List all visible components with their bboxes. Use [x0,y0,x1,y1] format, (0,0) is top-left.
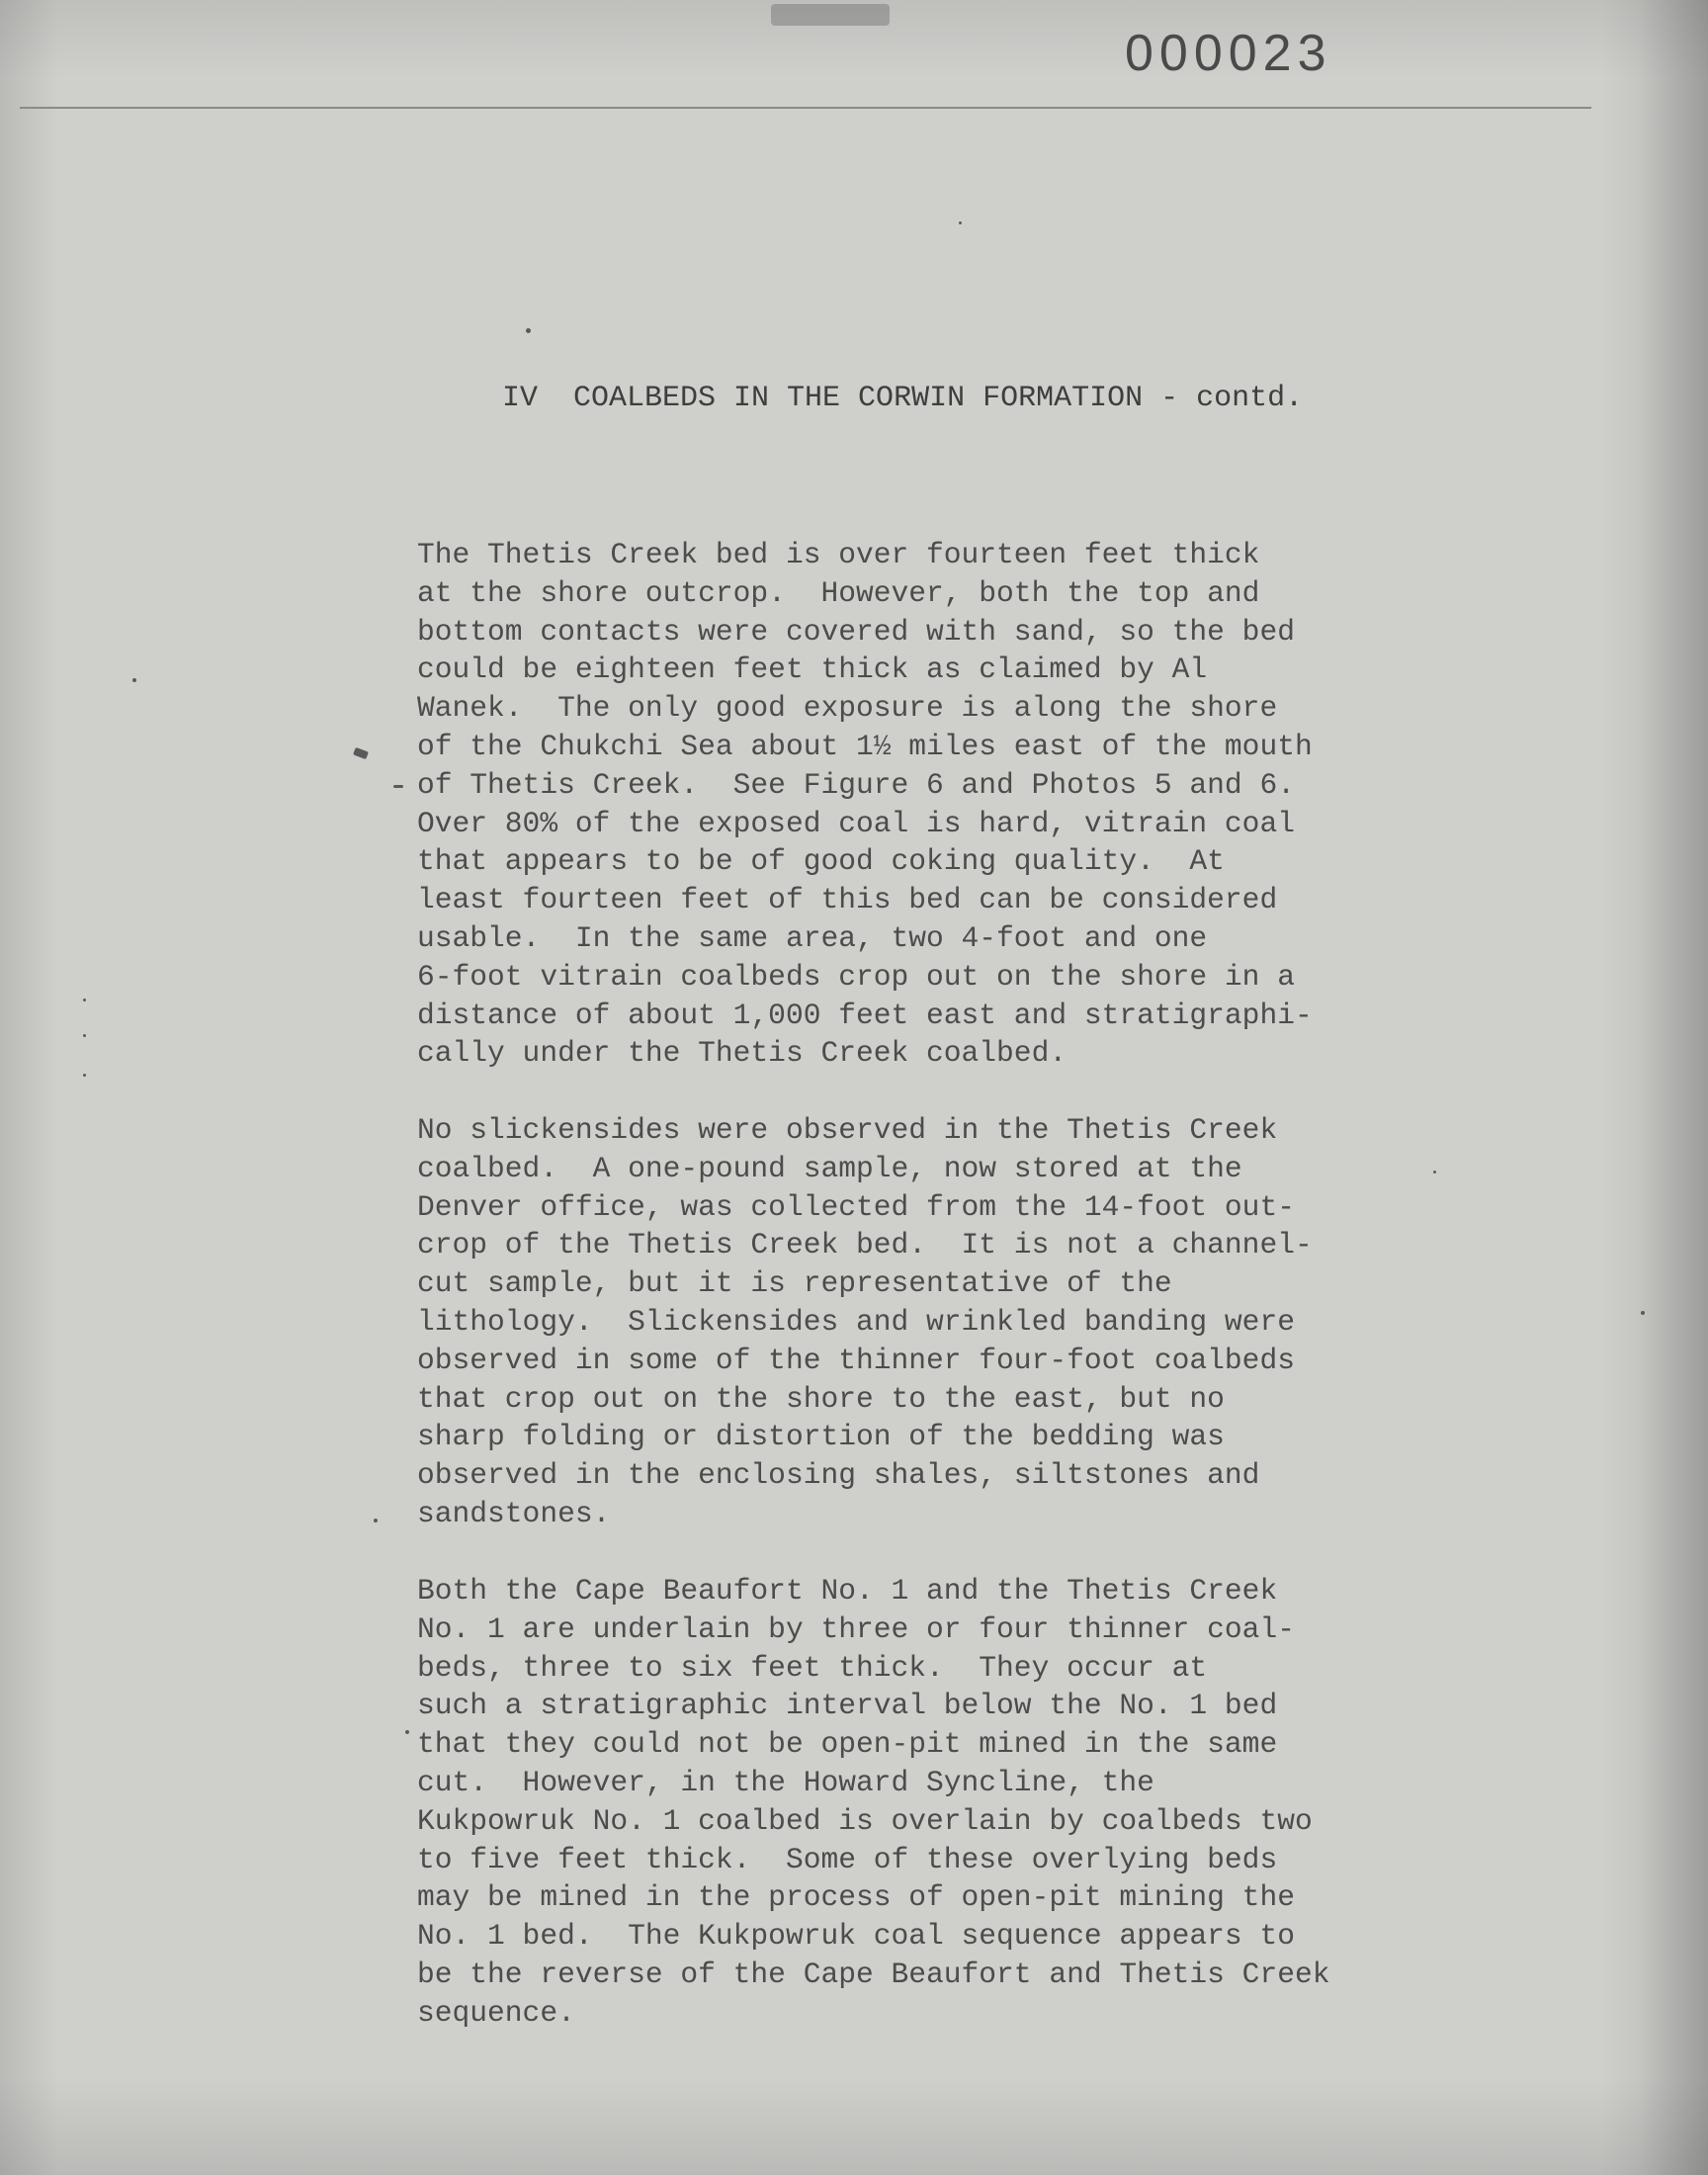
paragraph-line: of the Chukchi Sea about 1½ miles east of the mouth [417,729,1313,763]
scan-speck [374,1519,378,1522]
paragraph-1 [417,536,1455,1073]
paragraph-line: lithology. Slickensides and wrinkled banding were [417,1304,1295,1339]
paragraph-line: sharp folding or distortion of the bedding was [417,1420,1225,1454]
paragraph-3 [417,1572,1455,2033]
paragraph-line: beds, three to six feet thick. They occur at [417,1650,1208,1685]
scan-speck [526,328,531,333]
paragraph-line: cally under the Thetis Creek coalbed. [417,1036,1068,1071]
paragraph-line: cut sample, but it is representative of the [417,1266,1172,1301]
scan-speck [132,678,136,682]
paragraph-line: distance of about 1,000 feet east and stratigraphi- [417,998,1313,1032]
scan-speck [959,221,962,224]
paragraph-line: The Thetis Creek bed is over fourteen feet thick [417,538,1260,571]
paragraph-line: Wanek. The only good exposure is along the shore [417,691,1278,726]
paragraph-2 [417,1111,1455,1533]
paragraph-line: observed in some of the thinner four-foot coalbeds [417,1343,1295,1377]
paragraph-line: that crop out on the shore to the east, but no [417,1381,1225,1416]
paragraph-line: sandstones. [417,1496,611,1530]
scan-speck [83,999,86,1001]
paragraph-line: observed in the enclosing shales, siltstones and [417,1458,1260,1493]
paragraph-line: 6-foot vitrain coalbeds crop out on the shore in a [417,959,1295,994]
scan-speck [1641,1311,1645,1315]
scan-speck [405,1730,409,1734]
top-smudge [771,4,890,26]
paragraph-line: sequence. [417,1995,575,2030]
section-heading: IV COALBEDS IN THE CORWIN FORMATION - contd. [502,382,1304,415]
paragraph-line: usable. In the same area, two 4-foot and one [417,920,1208,955]
paragraph-line: cut. However, in the Howard Syncline, the [417,1765,1154,1799]
paragraph-line: to five feet thick. Some of these overlying beds [417,1842,1278,1876]
scan-speck [83,1074,86,1077]
page-edge-shadow [1639,0,1708,2175]
paragraph-line: such a stratigraphic interval below the No. 1 bed [417,1689,1278,1723]
paragraph-line: that they could not be open-pit mined in the same [417,1727,1278,1762]
paragraph-line: No. 1 are underlain by three or four thinner coal- [417,1611,1295,1646]
paragraph-line: No. 1 bed. The Kukpowruk coal sequence appears to [417,1919,1295,1954]
paragraph-line: that appears to be of good coking quality. At [417,844,1225,879]
top-rule [20,107,1591,109]
paragraph-line: of Thetis Creek. See Figure 6 and Photos 5 and 6. [417,767,1295,802]
paragraph-line: coalbed. A one-pound sample, now stored at the [417,1151,1242,1185]
margin-mark [353,747,369,759]
paragraph-line: Both the Cape Beaufort No. 1 and the Thetis Creek [417,1574,1278,1608]
paragraph-line: No slickensides were observed in the Thetis Creek [417,1113,1278,1147]
paragraph-line: may be mined in the process of open-pit mining the [417,1880,1295,1915]
paragraph-line: Kukpowruk No. 1 coalbed is overlain by coalbeds two [417,1803,1313,1838]
scan-speck [1433,1171,1436,1174]
paragraph-line: Over 80% of the exposed coal is hard, vitrain coal [417,806,1295,840]
page-number: 000023 [1125,25,1332,82]
paragraph-line: could be eighteen feet thick as claimed by Al [417,652,1208,687]
paragraph-line: bottom contacts were covered with sand, so the bed [417,614,1295,649]
scan-speck [83,1034,86,1037]
paragraph-line: be the reverse of the Cape Beaufort and Thetis Creek [417,1957,1330,1991]
margin-mark [393,785,403,788]
paragraph-line: least fourteen feet of this bed can be considered [417,883,1278,917]
paragraph-line: Denver office, was collected from the 14-foot out- [417,1189,1295,1224]
paragraph-line: at the shore outcrop. However, both the top and [417,575,1260,610]
paragraph-line: crop of the Thetis Creek bed. It is not a channel- [417,1228,1313,1262]
